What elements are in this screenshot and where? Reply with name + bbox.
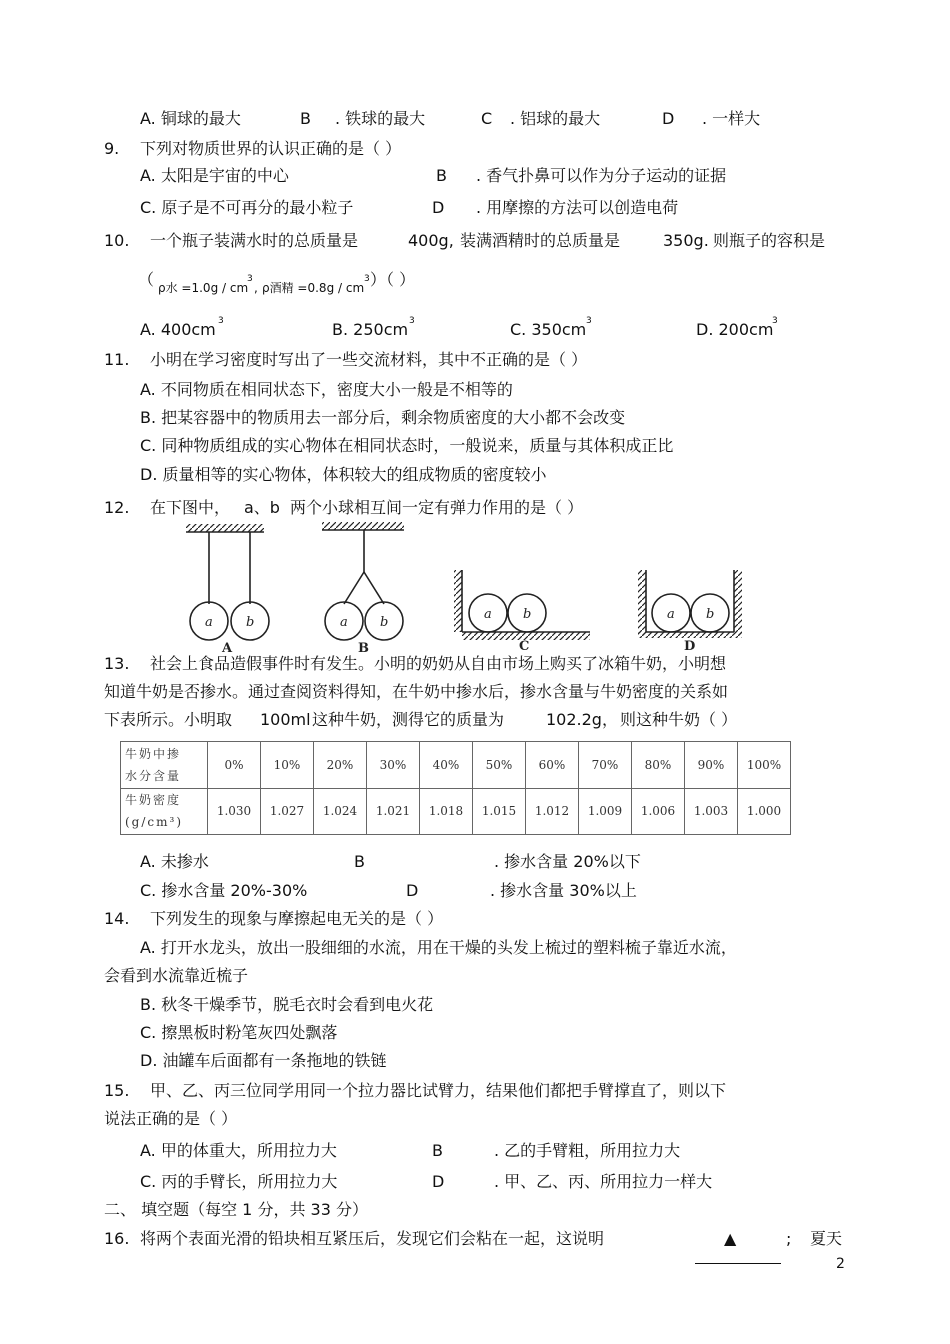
table-cell: 0% <box>208 742 261 789</box>
q10-rho-water: ρ水 =1.0g / cm <box>158 281 249 295</box>
q10-rho-alcohol: ρ酒精 =0.8g / cm <box>262 281 365 295</box>
table-cell: 50% <box>473 742 526 789</box>
q14-stem: 下列发生的现象与摩擦起电无关的是（ ） <box>150 909 444 928</box>
table-row-head: 牛奶中掺 水分含量 <box>121 742 208 789</box>
q9-option-d-letter: D <box>432 198 445 217</box>
table-cell: 1.012 <box>526 788 579 835</box>
ball-a-label: a <box>340 615 348 630</box>
q15-option-b-letter: B <box>432 1141 443 1160</box>
q13-line-2: 知道牛奶是否掺水。通过查阅资料得知，在牛奶中掺水后，掺水含量与牛奶密度的关系如 <box>104 682 729 701</box>
q13-line-3-value-2: 102.2g， <box>546 710 618 729</box>
q16-answer-blank[interactable] <box>695 1243 781 1264</box>
page-number: 2 <box>836 1256 845 1272</box>
table-cell: 40% <box>420 742 473 789</box>
q10-option-c-sup: 3 <box>586 316 592 326</box>
q15-option-d-letter: D <box>432 1172 445 1191</box>
q10-formula-open: （ <box>138 270 155 289</box>
q10-formula-close: ）（ ） <box>370 270 416 289</box>
q15-stem-1: 甲、乙、丙三位同学用同一个拉力器比试臂力，结果他们都把手臂撑直了，则以下 <box>150 1081 727 1100</box>
ball-b-label: b <box>706 607 715 622</box>
q8-option-d-letter: D <box>662 109 675 128</box>
q16-after-blank: ; <box>786 1229 792 1248</box>
table-cell: 1.018 <box>420 788 473 835</box>
q9-stem: 下列对物质世界的认识正确的是（ ） <box>140 139 402 158</box>
q15-option-a: A. 甲的体重大，所用拉力大 <box>140 1141 337 1160</box>
figure-d <box>638 570 742 638</box>
table-cell: 60% <box>526 742 579 789</box>
ball-b-label: b <box>523 607 532 622</box>
q10-option-d-sup: 3 <box>772 316 778 326</box>
q13-line-3a: 下表所示。小明取 <box>104 710 233 729</box>
table-row <box>121 788 791 835</box>
q8-option-a: A. 铜球的最大 <box>140 109 241 128</box>
q15-number: 15. <box>104 1081 130 1100</box>
q15-option-d: . 甲、乙、丙、所用拉力一样大 <box>494 1172 713 1191</box>
figure-label-b: B <box>358 641 369 656</box>
table-cell: 1.000 <box>738 788 791 835</box>
q11-option-c: C. 同种物质组成的实心物体在相同状态时，一般说来，质量与其体积成正比 <box>140 436 674 455</box>
q10-comma: , <box>254 281 258 295</box>
q10-option-a: A. 400cm <box>140 320 216 339</box>
table-cell: 1.024 <box>314 788 367 835</box>
q14-option-a-line-1: A. 打开水龙头，放出一股细细的水流，用在干燥的头发上梳过的塑料梳子靠近水流， <box>140 938 737 957</box>
q13-option-d-letter: D <box>406 881 419 900</box>
q10-stem-2: 装满酒精时的总质量是 <box>460 231 621 250</box>
q13-line-1: 社会上食品造假事件时有发生。小明的奶奶从自由市场上购买了冰箱牛奶，小明想 <box>150 654 727 673</box>
q10-stem-3: 则瓶子的容积是 <box>713 231 826 250</box>
q13-option-b-letter: B <box>354 852 365 871</box>
q10-value-1: 400g, <box>408 231 454 250</box>
q13-option-b: . 掺水含量 20%以下 <box>494 852 641 871</box>
q13-option-d: . 掺水含量 30%以上 <box>490 881 637 900</box>
figure-label-d: D <box>684 639 696 654</box>
figure-label-c: C <box>519 639 530 654</box>
ball-b-label: b <box>246 615 255 630</box>
table-row-head: 牛奶密度 (g/cm³) <box>121 788 208 835</box>
table-cell: 1.015 <box>473 788 526 835</box>
figure-b <box>322 522 404 640</box>
q12-number: 12. <box>104 498 130 517</box>
q9-option-a: A. 太阳是宇宙的中心 <box>140 166 289 185</box>
table-cell: 1.003 <box>685 788 738 835</box>
q16-blank-mark: ▲ <box>724 1229 737 1248</box>
q15-stem-2: 说法正确的是（ ） <box>104 1109 238 1128</box>
q10-value-2: 350g. <box>663 231 709 250</box>
q9-option-c: C. 原子是不可再分的最小粒子 <box>140 198 354 217</box>
milk-density-table <box>120 741 791 835</box>
q9-option-b: . 香气扑鼻可以作为分子运动的证据 <box>476 166 727 185</box>
q10-option-a-sup: 3 <box>218 316 224 326</box>
table-cell: 90% <box>685 742 738 789</box>
figure-a <box>186 524 269 640</box>
q10-sup-2: 3 <box>364 274 370 284</box>
q10-option-b-sup: 3 <box>409 316 415 326</box>
q14-option-b: B. 秋冬干燥季节，脱毛衣时会看到电火花 <box>140 995 434 1014</box>
q8-option-b-letter: B <box>300 109 311 128</box>
table-cell: 20% <box>314 742 367 789</box>
q14-option-a-line-2: 会看到水流靠近梳子 <box>104 966 249 985</box>
q10-option-b: B. 250cm <box>332 320 409 339</box>
q13-line-3-value-1: 100ml <box>260 710 311 729</box>
ball-b-label: b <box>380 615 389 630</box>
table-cell: 1.030 <box>208 788 261 835</box>
q13-number: 13. <box>104 654 130 673</box>
ball-a-label: a <box>484 607 492 622</box>
ball-a-label: a <box>205 615 213 630</box>
figure-label-a: A <box>222 641 233 656</box>
q11-option-a: A. 不同物质在相同状态下，密度大小一般是不相等的 <box>140 380 513 399</box>
q12-stem-ab: a、b <box>244 498 280 517</box>
q16-tail: 夏天 <box>810 1229 843 1248</box>
q12-stem-1: 在下图中， <box>150 498 231 517</box>
q10-stem-1: 一个瓶子装满水时的总质量是 <box>150 231 359 250</box>
q10-option-d: D. 200cm <box>696 320 774 339</box>
table-cell: 1.021 <box>367 788 420 835</box>
q14-option-c: C. 擦黑板时粉笔灰四处飘落 <box>140 1023 338 1042</box>
table-cell: 100% <box>738 742 791 789</box>
q8-option-b: . 铁球的最大 <box>335 109 426 128</box>
q8-option-c: . 铝球的最大 <box>510 109 601 128</box>
q11-number: 11. <box>104 350 130 369</box>
q9-number: 9. <box>104 139 120 158</box>
q13-option-a: A. 未掺水 <box>140 852 209 871</box>
q13-line-3b: 这种牛奶，测得它的质量为 <box>312 710 505 729</box>
q16-stem: 将两个表面光滑的铅块相互紧压后，发现它们会粘在一起，这说明 <box>140 1229 605 1248</box>
q13-line-3c: 则这种牛奶（ ） <box>620 710 738 729</box>
q10-sup-1: 3 <box>247 274 253 284</box>
q11-option-b: B. 把某容器中的物质用去一部分后，剩余物质密度的大小都不会改变 <box>140 408 626 427</box>
q12-stem-2: 两个小球相互间一定有弹力作用的是（ ） <box>290 498 584 517</box>
q9-option-b-letter: B <box>436 166 447 185</box>
table-cell: 70% <box>579 742 632 789</box>
q11-stem: 小明在学习密度时写出了一些交流材料，其中不正确的是（ ） <box>150 350 588 369</box>
q8-option-c-letter: C <box>481 109 493 128</box>
q10-option-c: C. 350cm <box>510 320 587 339</box>
table-row <box>121 742 791 789</box>
q11-option-d: D. 质量相等的实心物体，体积较大的组成物质的密度较小 <box>140 465 547 484</box>
q15-option-c: C. 丙的手臂长，所用拉力大 <box>140 1172 338 1191</box>
table-cell: 10% <box>261 742 314 789</box>
q15-option-b: . 乙的手臂粗，所用拉力大 <box>494 1141 681 1160</box>
table-cell: 30% <box>367 742 420 789</box>
q9-option-d: . 用摩擦的方法可以创造电荷 <box>476 198 679 217</box>
section-2-heading: 二、 填空题（每空 1 分，共 33 分） <box>104 1200 368 1219</box>
table-cell: 1.027 <box>261 788 314 835</box>
table-cell: 80% <box>632 742 685 789</box>
table-cell: 1.009 <box>579 788 632 835</box>
q8-option-d: . 一样大 <box>702 109 761 128</box>
figure-c <box>454 570 590 640</box>
q13-option-c: C. 掺水含量 20%-30% <box>140 881 308 900</box>
q14-option-d: D. 油罐车后面都有一条拖地的铁链 <box>140 1051 387 1070</box>
q16-number: 16. <box>104 1229 130 1248</box>
q14-number: 14. <box>104 909 130 928</box>
q10-number: 10. <box>104 231 130 250</box>
table-cell: 1.006 <box>632 788 685 835</box>
ball-a-label: a <box>667 607 675 622</box>
